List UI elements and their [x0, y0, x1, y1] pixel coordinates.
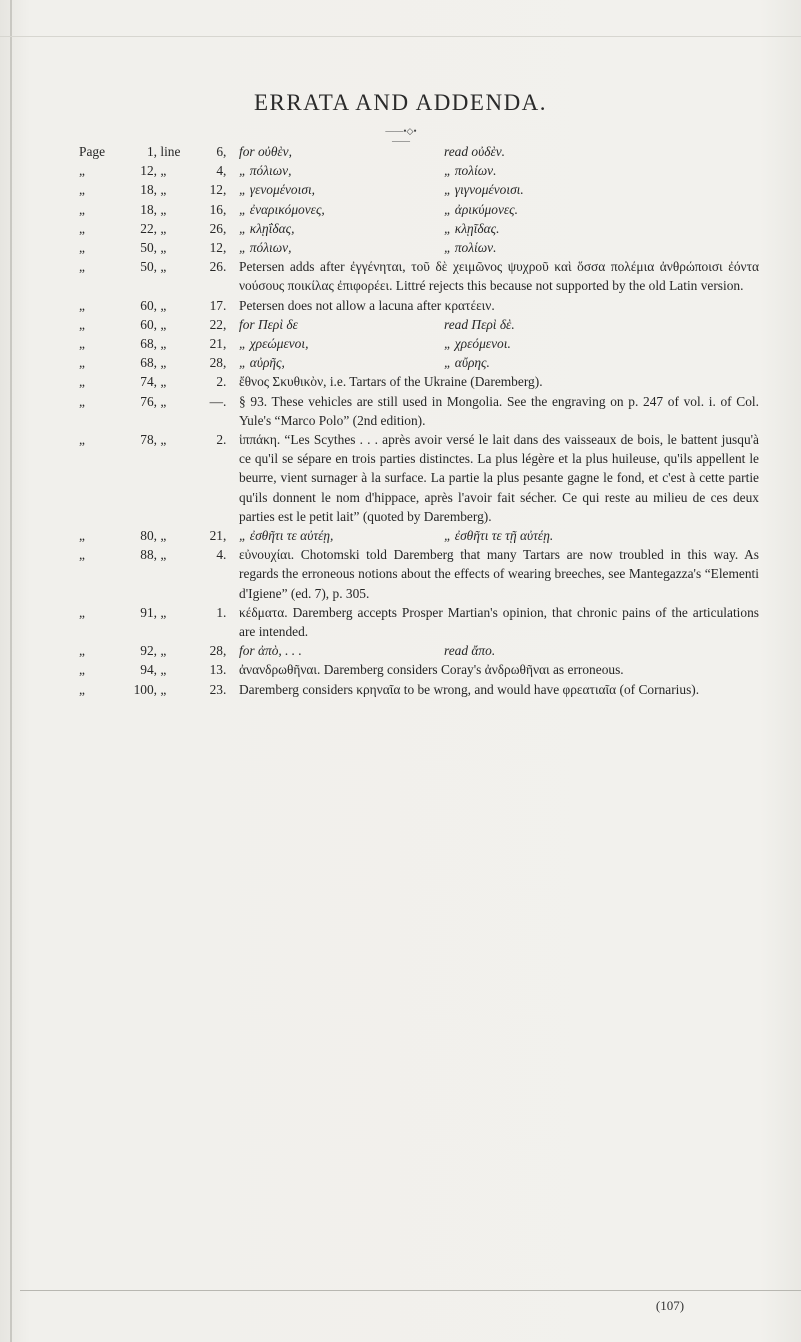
correction [239, 353, 759, 372]
line-number-ref: 4. [216, 547, 227, 563]
erroneous-reading: for ἀπὸ, . . . [239, 643, 302, 659]
line-number-ref: 22, [209, 316, 227, 332]
line-number-ref: 12, [209, 182, 227, 198]
line-number-ref: 2. [216, 432, 227, 448]
page-label: Page [79, 144, 106, 159]
line-number-ref: 13. [209, 662, 227, 678]
page-label: „ [79, 643, 85, 659]
entry-reference [79, 526, 239, 545]
line-label: „ [160, 681, 167, 697]
errata-entry [79, 200, 759, 219]
page-number-ref: 12, [140, 163, 157, 179]
entry-note: Petersen adds after ἐγγένηται, τοῦ δὲ χειμῶνος ψυχροῦ καὶ ὅσσα πολέμια ἀνθρώποισι ἐόντα νούσους ποικίλας ἐπιφορέει. Littré rejects this because not supported by the old Latin version. [239, 259, 759, 294]
page-label: „ [79, 432, 85, 448]
errata-entry [79, 353, 759, 372]
errata-entry [79, 545, 759, 603]
line-number-ref: 23. [209, 681, 227, 697]
line-number-ref: 28, [209, 643, 227, 659]
entry-body [239, 641, 759, 660]
erroneous-reading: „ πόλιων, [239, 240, 292, 256]
top-rule [0, 36, 801, 37]
entry-reference [79, 372, 239, 391]
entry-body [239, 392, 759, 430]
line-number-ref: 26. [209, 259, 227, 275]
errata-entry [79, 161, 759, 180]
line-number-ref: 21, [209, 528, 227, 544]
page-label: „ [79, 681, 85, 697]
page-number-ref: 91, [140, 604, 157, 620]
entry-body [239, 603, 759, 641]
errata-entry [79, 680, 759, 699]
line-label: „ [160, 604, 167, 620]
entry-reference [79, 180, 239, 199]
entry-body [239, 200, 759, 219]
entry-body [239, 353, 759, 372]
entry-body [239, 161, 759, 180]
entry-body [239, 660, 759, 679]
entry-body [239, 545, 759, 603]
corrected-reading: „ αὔρης. [444, 355, 490, 371]
errata-entry [79, 603, 759, 641]
entry-reference [79, 603, 239, 641]
errata-entry [79, 334, 759, 353]
errata-entry [79, 238, 759, 257]
line-number-ref: 28, [209, 355, 227, 371]
page-label: „ [79, 547, 85, 563]
entry-reference [79, 238, 239, 257]
corrected-reading: „ ἀρικύμονες. [444, 201, 518, 217]
line-label: „ [160, 220, 167, 236]
line-number-ref: 1. [216, 604, 227, 620]
errata-entry [79, 296, 759, 315]
correction [239, 334, 759, 353]
line-label: „ [160, 528, 167, 544]
errata-entry [79, 372, 759, 391]
entry-reference [79, 680, 239, 699]
line-label: „ [160, 259, 167, 275]
entry-reference [79, 219, 239, 238]
line-label: line [160, 144, 181, 159]
correction [239, 142, 759, 161]
errata-entry [79, 526, 759, 545]
page-number-ref: 92, [140, 643, 157, 659]
line-label: „ [160, 297, 167, 313]
line-number-ref: 12, [209, 240, 227, 256]
correction [239, 180, 759, 199]
erroneous-reading: „ χρεώμενοι, [239, 336, 309, 352]
page-number-ref: 60, [140, 297, 157, 313]
page-label: „ [79, 259, 85, 275]
entry-reference [79, 641, 239, 660]
page-label: „ [79, 374, 85, 390]
line-label: „ [160, 374, 167, 390]
entry-body [239, 680, 759, 699]
entry-reference [79, 257, 239, 295]
page-label: „ [79, 355, 85, 371]
corrected-reading: „ χρεόμενοι. [444, 336, 511, 352]
entry-reference [79, 353, 239, 372]
page-label: „ [79, 662, 85, 678]
line-label: „ [160, 355, 167, 371]
correction [239, 526, 759, 545]
entry-body [239, 238, 759, 257]
title-ornament: ——•◇•—— [385, 126, 417, 146]
correction [239, 200, 759, 219]
page-label: „ [79, 220, 85, 236]
page-number-ref: 60, [140, 316, 157, 332]
page-number-ref: 1, [146, 144, 157, 159]
page-label: „ [79, 528, 85, 544]
entry-note: ἱππάκη. “Les Scythes . . . après avoir versé le lait dans des vaisseaux de bois, le battent jusqu'à ce qu'il se sépare en trois parties distinctes. La plus légère et la plus huileuse, qu'ils appellent le beurre, vient surnager à la surface. La partie la plus pesante gagne le fond, et c'est à cette partie qu'ils donnent le nom d'hippace, après l'avoir fait sécher. Ce qui reste au milieu de ces deux parties est le petit lait” (quoted by Daremberg). [239, 432, 759, 524]
page-number: (107) [655, 1298, 685, 1313]
line-number-ref: —. [209, 393, 227, 409]
page-label: „ [79, 182, 85, 198]
page-number-ref: 100, [133, 681, 157, 697]
entry-reference [79, 545, 239, 603]
errata-entry [79, 430, 759, 526]
erroneous-reading: „ ἐναρικόμονες, [239, 201, 325, 217]
erroneous-reading: for οὐθὲν, [239, 144, 292, 159]
page-label: „ [79, 604, 85, 620]
errata-entry [79, 660, 759, 679]
entry-body [239, 334, 759, 353]
line-number-ref: 21, [209, 336, 227, 352]
line-number-ref: 16, [209, 201, 227, 217]
line-label: „ [160, 336, 167, 352]
corrected-reading: read Περὶ δὲ. [444, 316, 515, 332]
errata-entry [79, 257, 759, 295]
corrected-reading: read οὐδὲν. [444, 144, 506, 159]
entry-reference [79, 142, 239, 161]
corrected-reading: „ γιγνομένοισι. [444, 182, 524, 198]
line-number-ref: 2. [216, 374, 227, 390]
erroneous-reading: for Περὶ δε [239, 316, 298, 332]
line-label: „ [160, 182, 167, 198]
correction [239, 161, 759, 180]
page-number-ref: 74, [140, 374, 157, 390]
errata-entry [79, 315, 759, 334]
entry-note: Petersen does not allow a lacuna after κρατέειν. [239, 297, 495, 313]
line-label: „ [160, 432, 167, 448]
entry-body [239, 180, 759, 199]
page-number-ref: 50, [140, 240, 157, 256]
entry-note: εὐνουχίαι. Chotomski told Daremberg that many Tartars are now troubled in this way. As regards the erroneous notions about the effects of wearing breeches, see Mantegazza's “Elementi d'Igiene” (ed. 7), p. 305. [239, 547, 759, 601]
correction [239, 315, 759, 334]
corrected-reading: „ κλῃῖδας. [444, 220, 500, 236]
corrected-reading: „ πολίων. [444, 240, 497, 256]
corrected-reading: „ ἐσθῆτι τε τῇ αὐτέῃ. [444, 528, 554, 544]
entry-reference [79, 200, 239, 219]
entry-reference [79, 660, 239, 679]
page-number-ref: 76, [140, 393, 157, 409]
erroneous-reading: „ αὐρῆς, [239, 355, 285, 371]
page-title: ERRATA AND ADDENDA. [253, 90, 548, 115]
line-number-ref: 26, [209, 220, 227, 236]
erroneous-reading: „ γενομένοισι, [239, 182, 316, 198]
page-label: „ [79, 336, 85, 352]
entry-reference [79, 161, 239, 180]
entry-note: ἔθνος Σκυθικὸν, i.e. Tartars of the Ukraine (Daremberg). [239, 374, 543, 390]
page-number-ref: 22, [140, 220, 157, 236]
line-label: „ [160, 393, 167, 409]
line-label: „ [160, 643, 167, 659]
entry-body [239, 219, 759, 238]
page-label: „ [79, 316, 85, 332]
page-number-ref: 18, [140, 182, 157, 198]
page-label: „ [79, 297, 85, 313]
errata-list [79, 142, 759, 699]
line-number-ref: 4, [216, 163, 227, 179]
bottom-rule [20, 1290, 801, 1291]
entry-body [239, 372, 759, 391]
page-number-ref: 78, [140, 432, 157, 448]
entry-body [239, 315, 759, 334]
entry-body [239, 526, 759, 545]
errata-entry [79, 180, 759, 199]
entry-note: Daremberg considers κρηναῖα to be wrong, and would have φρεατιαῖα (of Cornarius). [239, 681, 700, 697]
page-number-ref: 50, [140, 259, 157, 275]
page-number-ref: 18, [140, 201, 157, 217]
erroneous-reading: „ πόλιων, [239, 163, 292, 179]
erroneous-reading: „ κλῃΐδας, [239, 220, 295, 236]
errata-entry [79, 641, 759, 660]
entry-reference [79, 392, 239, 430]
corrected-reading: „ πολίων. [444, 163, 497, 179]
line-label: „ [160, 547, 167, 563]
line-label: „ [160, 240, 167, 256]
correction [239, 219, 759, 238]
entry-body [239, 142, 759, 161]
errata-entry [79, 392, 759, 430]
line-label: „ [160, 201, 167, 217]
entry-reference [79, 296, 239, 315]
page-number-ref: 88, [140, 547, 157, 563]
entry-note: ἀνανδρωθῆναι. Daremberg considers Coray's ἀνδρωθῆναι as erroneous. [239, 662, 624, 678]
entry-body [239, 296, 759, 315]
page-label: „ [79, 201, 85, 217]
page-label: „ [79, 163, 85, 179]
line-number-ref: 6, [216, 144, 227, 159]
corrected-reading: read ἄπο. [444, 643, 496, 659]
page-number-ref: 94, [140, 662, 157, 678]
errata-entry [79, 142, 759, 161]
entry-note: κέδματα. Daremberg accepts Prosper Martian's opinion, that chronic pains of the articulations are intended. [239, 604, 759, 640]
errata-entry [79, 219, 759, 238]
line-label: „ [160, 163, 167, 179]
page-number-ref: 80, [140, 528, 157, 544]
entry-reference [79, 334, 239, 353]
correction [239, 641, 759, 660]
line-label: „ [160, 316, 167, 332]
entry-reference [79, 430, 239, 526]
binding-edge [10, 0, 12, 1342]
entry-body [239, 430, 759, 526]
line-number-ref: 17. [209, 297, 227, 313]
page-label: „ [79, 240, 85, 256]
entry-body [239, 257, 759, 295]
entry-reference [79, 315, 239, 334]
correction [239, 238, 759, 257]
line-label: „ [160, 662, 167, 678]
page-label: „ [79, 393, 85, 409]
page-number-ref: 68, [140, 355, 157, 371]
page-number-ref: 68, [140, 336, 157, 352]
entry-note: § 93. These vehicles are still used in Mongolia. See the engraving on p. 247 of vol. i. of Col. Yule's “Marco Polo” (2nd edition). [239, 393, 759, 428]
erroneous-reading: „ ἐσθῆτι τε αὐτέῃ, [239, 528, 334, 544]
